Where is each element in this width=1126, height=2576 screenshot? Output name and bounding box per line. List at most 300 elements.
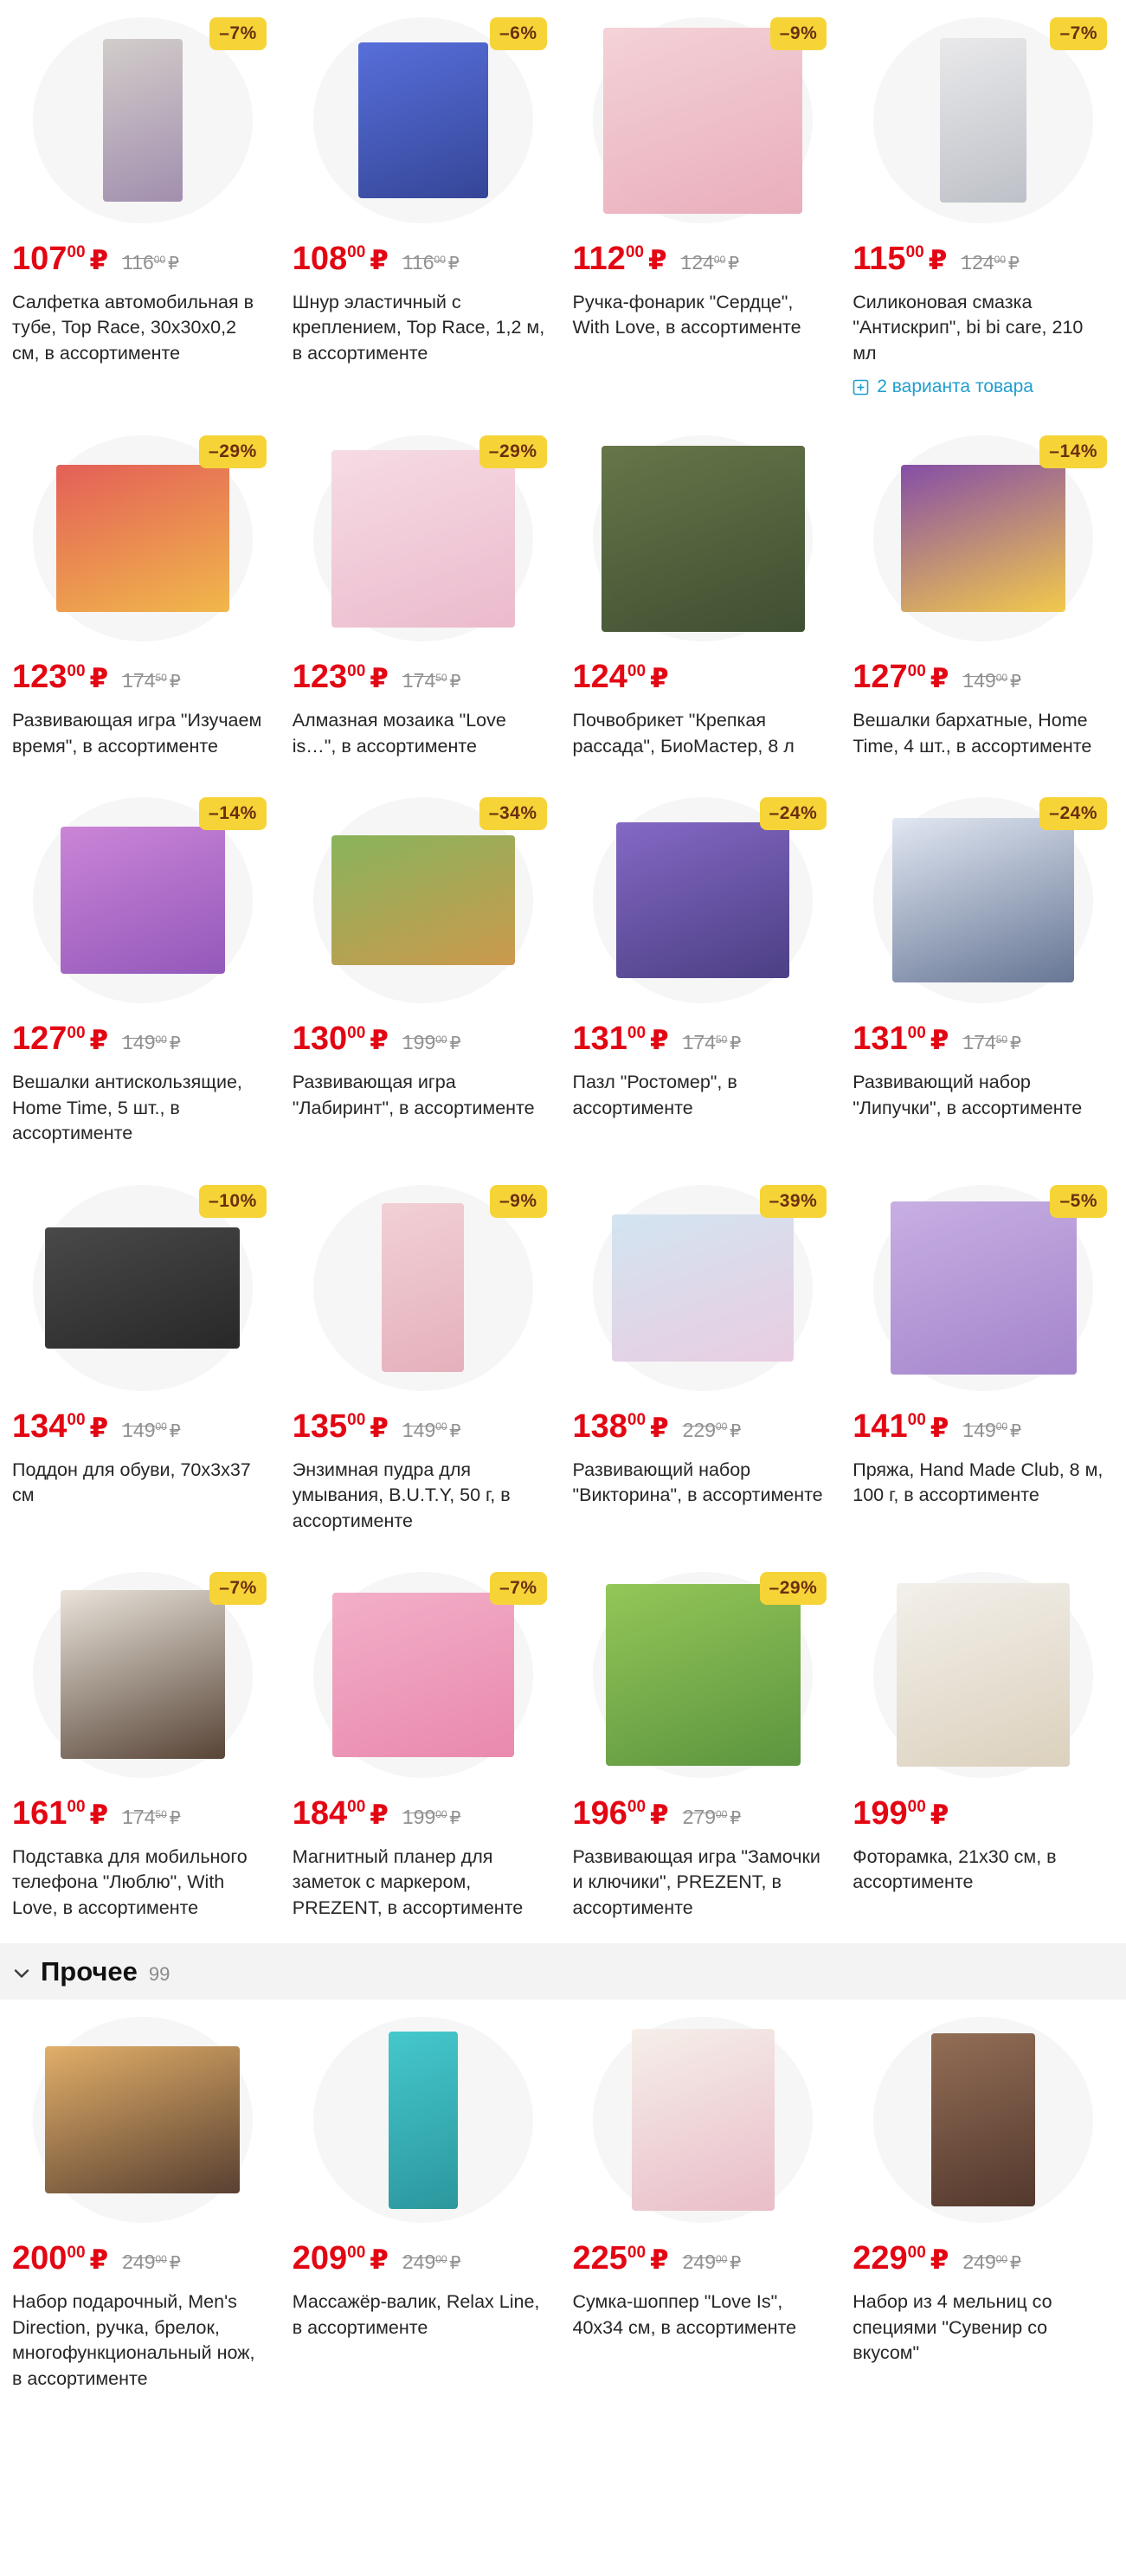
- price-row: [853, 1407, 1114, 1445]
- old-ruble-sign: ₽: [728, 254, 739, 274]
- current-price: [853, 1407, 949, 1445]
- price-row: [853, 2242, 1114, 2276]
- product-card[interactable]: [293, 2015, 554, 2392]
- price-kopecks: 00: [347, 661, 366, 680]
- product-card[interactable]: [293, 795, 554, 1146]
- ruble-sign: ₽: [370, 2244, 389, 2276]
- ruble-sign: ₽: [650, 1025, 669, 1056]
- current-price: [292, 1407, 389, 1445]
- price-integer: 196: [572, 1794, 627, 1832]
- product-image[interactable]: [293, 2015, 554, 2225]
- product-title[interactable]: Набор из 4 мельниц со специями "Сувенир со вкусом": [853, 2291, 1052, 2364]
- price-row: [572, 1407, 834, 1445]
- price-kopecks: 00: [905, 243, 924, 262]
- ruble-sign: ₽: [930, 663, 949, 694]
- old-price-integer: 229: [682, 1418, 716, 1441]
- product-title[interactable]: Пазл "Ростомер", в ассортименте: [572, 1072, 737, 1118]
- product-card[interactable]: [853, 16, 1114, 397]
- current-price: [853, 660, 949, 694]
- product-photo: [891, 1201, 1077, 1375]
- product-image[interactable]: [573, 795, 834, 1005]
- discount-badge: –39%: [760, 1185, 827, 1218]
- price-integer: 124: [572, 659, 627, 696]
- product-title[interactable]: Развивающий набор "Липучки", в ассортименте: [853, 1072, 1083, 1118]
- price-integer: 108: [292, 241, 348, 277]
- price-kopecks: 00: [627, 1023, 647, 1042]
- old-ruble-sign: ₽: [169, 1034, 181, 1054]
- current-price: [853, 1794, 949, 1832]
- price-kopecks: 00: [625, 243, 644, 262]
- current-price: [572, 1794, 669, 1832]
- old-price-integer: 249: [962, 2251, 996, 2274]
- price-kopecks: 00: [907, 2243, 926, 2262]
- price-integer: 107: [12, 241, 68, 277]
- price-row: [853, 1794, 1114, 1832]
- old-price-integer: 149: [962, 1418, 996, 1441]
- discount-badge: –29%: [199, 435, 267, 468]
- product-title[interactable]: Развивающая игра "Лабиринт", в ассортименте: [292, 1072, 535, 1118]
- product-card[interactable]: [12, 2015, 273, 2392]
- old-price: [122, 1419, 180, 1442]
- product-image[interactable]: [12, 795, 273, 1005]
- product-card[interactable]: [293, 1183, 554, 1534]
- discount-badge: –9%: [490, 1185, 547, 1218]
- old-price-kopecks: 50: [716, 1034, 728, 1046]
- ruble-sign: ₽: [647, 245, 667, 275]
- current-price: [573, 2242, 669, 2276]
- old-price-kopecks: 00: [435, 1807, 447, 1820]
- old-price-kopecks: 50: [995, 1034, 1008, 1046]
- product-photo: [612, 1214, 794, 1362]
- old-price: [122, 2251, 180, 2274]
- product-image[interactable]: [12, 434, 273, 643]
- product-photo: [331, 835, 515, 965]
- old-ruble-sign: ₽: [1010, 1421, 1021, 1441]
- old-price-integer: 199: [402, 1805, 436, 1828]
- old-price: [402, 1806, 460, 1829]
- old-price-kopecks: 00: [435, 1034, 447, 1046]
- old-price-integer: 174: [962, 1031, 996, 1054]
- product-image-backdrop: [873, 2017, 1093, 2223]
- old-price-integer: 199: [402, 1031, 436, 1054]
- current-price: [572, 1407, 669, 1445]
- product-image[interactable]: [853, 795, 1114, 1005]
- old-ruble-sign: ₽: [169, 1808, 181, 1828]
- product-image[interactable]: [12, 1183, 273, 1393]
- price-row: [293, 2242, 554, 2276]
- old-ruble-sign: ₽: [169, 1421, 181, 1441]
- product-image[interactable]: [12, 1570, 273, 1780]
- price-kopecks: 00: [627, 2243, 647, 2262]
- current-price: [12, 1794, 109, 1832]
- ruble-sign: ₽: [370, 1799, 389, 1830]
- product-card[interactable]: [293, 434, 554, 759]
- ruble-sign: ₽: [370, 1025, 389, 1056]
- price-row: [572, 1794, 834, 1832]
- current-price: [853, 2242, 949, 2276]
- product-photo: [61, 827, 225, 974]
- product-title[interactable]: Подставка для мобильного телефона "Люблю", With Love, в ассортименте: [12, 1845, 248, 1918]
- variants-link-label: 2 варианта товара: [877, 377, 1033, 397]
- ruble-sign: ₽: [930, 1412, 949, 1443]
- product-card[interactable]: [853, 2015, 1114, 2392]
- old-ruble-sign: ₽: [1010, 1034, 1021, 1054]
- section-header-prochee[interactable]: [0, 1943, 1126, 2000]
- price-row: [293, 242, 554, 276]
- old-ruble-sign: ₽: [730, 1808, 742, 1828]
- product-image[interactable]: [573, 1183, 834, 1393]
- price-row: [573, 242, 834, 276]
- old-price: [962, 2251, 1020, 2274]
- current-price: [12, 1022, 108, 1056]
- old-price-kopecks: 50: [155, 672, 167, 685]
- product-photo: [616, 822, 789, 978]
- price-kopecks: 00: [67, 1410, 86, 1429]
- discount-badge: –34%: [479, 797, 547, 830]
- price-kopecks: 00: [67, 1798, 86, 1817]
- old-price-integer: 279: [682, 1805, 716, 1828]
- ruble-sign: ₽: [89, 2244, 109, 2276]
- price-integer: 209: [292, 2240, 348, 2277]
- price-integer: 127: [853, 659, 908, 696]
- price-kopecks: 00: [67, 2243, 86, 2262]
- ruble-sign: ₽: [930, 1799, 949, 1830]
- old-price: [961, 251, 1019, 274]
- old-price-integer: 249: [682, 2251, 716, 2274]
- old-ruble-sign: ₽: [730, 1034, 742, 1054]
- product-photo: [897, 1583, 1070, 1767]
- old-price: [962, 1419, 1020, 1442]
- price-row: [12, 660, 273, 694]
- price-row: [573, 2242, 834, 2276]
- section-count: 99: [148, 1963, 171, 1986]
- product-image[interactable]: [853, 1183, 1114, 1393]
- section-title: Прочее: [41, 1956, 138, 1987]
- old-price-kopecks: 00: [995, 1420, 1008, 1433]
- product-photo: [103, 39, 183, 202]
- chevron-down-icon[interactable]: [14, 1968, 29, 1979]
- current-price: [853, 1022, 949, 1056]
- old-price-kopecks: 00: [994, 253, 1007, 266]
- price-kopecks: 00: [347, 1798, 366, 1817]
- old-price-kopecks: 00: [995, 2253, 1008, 2266]
- product-photo: [632, 2029, 775, 2211]
- price-kopecks: 00: [627, 1798, 647, 1817]
- current-price: [293, 2242, 389, 2276]
- discount-badge: –24%: [760, 797, 827, 830]
- old-price-kopecks: 50: [435, 672, 447, 685]
- old-ruble-sign: ₽: [449, 1808, 461, 1828]
- product-card[interactable]: [573, 16, 834, 397]
- product-card[interactable]: [12, 1183, 273, 1534]
- old-ruble-sign: ₽: [1010, 2254, 1021, 2274]
- product-image[interactable]: [293, 1570, 554, 1780]
- old-price: [122, 1031, 180, 1054]
- old-price: [683, 2251, 741, 2274]
- price-row: [293, 660, 554, 694]
- old-price: [122, 1806, 180, 1829]
- product-card[interactable]: [12, 1570, 273, 1921]
- old-price: [962, 1031, 1020, 1054]
- current-price: [12, 1407, 109, 1445]
- current-price: [573, 660, 669, 694]
- product-image[interactable]: [853, 2015, 1114, 2225]
- old-price-integer: 149: [402, 1418, 436, 1441]
- product-card[interactable]: [12, 434, 273, 759]
- price-kopecks: 00: [347, 2243, 366, 2262]
- old-price-integer: 174: [122, 669, 156, 692]
- product-photo: [901, 465, 1065, 612]
- product-title[interactable]: Алмазная мозаика "Love is…", в ассортименте: [292, 710, 506, 757]
- price-kopecks: 00: [347, 1023, 366, 1042]
- ruble-sign: ₽: [89, 1412, 109, 1443]
- price-integer: 127: [12, 1021, 68, 1058]
- price-integer: 141: [853, 1407, 908, 1445]
- product-image-backdrop: [33, 2017, 253, 2223]
- product-title[interactable]: Почвобрикет "Крепкая рассада", БиоМастер, 8 л: [572, 710, 795, 757]
- old-price: [402, 669, 460, 692]
- old-price-integer: 124: [680, 251, 714, 274]
- product-image-backdrop: [873, 1572, 1093, 1778]
- old-price: [402, 251, 460, 274]
- price-kopecks: 00: [907, 1410, 926, 1429]
- discount-badge: –7%: [209, 1572, 267, 1605]
- price-integer: 130: [292, 1021, 348, 1058]
- price-integer: 225: [572, 2240, 627, 2277]
- product-image[interactable]: [573, 2015, 834, 2225]
- old-price-integer: 174: [682, 1031, 716, 1054]
- product-card[interactable]: [573, 1570, 834, 1921]
- old-ruble-sign: ₽: [168, 254, 179, 274]
- old-price-integer: 149: [122, 1418, 156, 1441]
- price-row: [12, 2242, 273, 2276]
- old-ruble-sign: ₽: [169, 2254, 181, 2274]
- old-price: [402, 1419, 460, 1442]
- price-integer: 200: [12, 2240, 68, 2277]
- current-price: [12, 660, 108, 694]
- product-title[interactable]: Развивающая игра "Замочки и ключики", PREZENT, в ассортименте: [572, 1845, 820, 1918]
- price-kopecks: 00: [347, 243, 366, 262]
- ruble-sign: ₽: [89, 663, 109, 694]
- product-image[interactable]: [573, 16, 834, 225]
- product-image[interactable]: [293, 434, 554, 643]
- price-row: [292, 1794, 554, 1832]
- price-integer: 135: [292, 1407, 348, 1445]
- old-price: [402, 1031, 460, 1054]
- product-card[interactable]: [573, 2015, 834, 2392]
- price-row: [853, 1022, 1114, 1056]
- discount-badge: –5%: [1050, 1185, 1107, 1218]
- old-price: [683, 1806, 741, 1829]
- old-ruble-sign: ₽: [449, 1034, 461, 1054]
- product-section-other: [0, 1943, 1126, 2414]
- old-price-integer: 116: [122, 251, 154, 274]
- current-price: [293, 1022, 389, 1056]
- discount-badge: –6%: [490, 17, 547, 50]
- price-integer: 112: [572, 241, 626, 277]
- discount-badge: –29%: [479, 435, 547, 468]
- price-integer: 138: [572, 1407, 627, 1445]
- ruble-sign: ₽: [89, 1799, 109, 1830]
- old-price-integer: 249: [402, 2251, 436, 2274]
- product-image[interactable]: [573, 434, 834, 643]
- discount-badge: –29%: [760, 1572, 827, 1605]
- product-card[interactable]: [853, 795, 1114, 1146]
- price-kopecks: 00: [347, 1410, 366, 1429]
- discount-badge: –24%: [1039, 797, 1107, 830]
- product-card[interactable]: [853, 1570, 1114, 1921]
- current-price: [293, 242, 389, 276]
- old-ruble-sign: ₽: [449, 673, 461, 692]
- old-price: [122, 251, 179, 274]
- product-card[interactable]: [853, 1183, 1114, 1534]
- product-card[interactable]: [293, 1570, 554, 1921]
- product-card[interactable]: [853, 434, 1114, 759]
- product-title[interactable]: Сумка-шоппер "Love Is", 40x34 см, в ассортименте: [572, 2291, 797, 2338]
- discount-badge: –14%: [199, 797, 267, 830]
- product-photo: [331, 450, 515, 628]
- product-photo: [389, 2032, 458, 2209]
- product-photo: [603, 28, 802, 214]
- price-kopecks: 00: [907, 661, 926, 680]
- discount-badge: –7%: [209, 17, 267, 50]
- product-title[interactable]: Вешалки антискользящие, Home Time, 5 шт., в ассортименте: [12, 1072, 242, 1144]
- product-image[interactable]: [12, 16, 273, 225]
- product-image[interactable]: [853, 434, 1114, 643]
- old-price-kopecks: 00: [153, 253, 166, 266]
- price-kopecks: 00: [907, 1023, 926, 1042]
- product-title[interactable]: Энзимная пудра для умывания, B.U.T.Y, 50 г, в ассортименте: [292, 1459, 511, 1531]
- price-row: [12, 1022, 273, 1056]
- product-card[interactable]: [573, 795, 834, 1146]
- price-kopecks: 00: [67, 661, 86, 680]
- old-price-kopecks: 00: [155, 1034, 167, 1046]
- price-integer: 184: [292, 1794, 348, 1832]
- product-photo: [892, 818, 1074, 982]
- old-price: [683, 1031, 741, 1054]
- price-integer: 123: [292, 659, 348, 696]
- old-ruble-sign: ₽: [730, 1421, 742, 1441]
- price-row: [853, 242, 1114, 276]
- product-card[interactable]: [573, 1183, 834, 1534]
- price-row: [12, 242, 273, 276]
- product-image[interactable]: [12, 2015, 273, 2225]
- product-photo: [931, 2033, 1035, 2206]
- product-title[interactable]: Пряжа, Hand Made Club, 8 м, 100 г, в ассортименте: [853, 1459, 1103, 1506]
- product-photo: [382, 1203, 464, 1372]
- product-card[interactable]: [12, 16, 273, 397]
- old-price-integer: 249: [122, 2251, 156, 2274]
- ruble-sign: ₽: [930, 1025, 949, 1056]
- old-price: [122, 669, 180, 692]
- product-photo: [940, 38, 1026, 203]
- current-price: [12, 2242, 108, 2276]
- ruble-sign: ₽: [370, 1412, 389, 1443]
- price-kopecks: 00: [627, 1410, 647, 1429]
- product-title[interactable]: Набор подарочный, Men's Direction, ручка, брелок, многофункциональный нож, в ассортименте: [12, 2291, 255, 2389]
- price-integer: 115: [853, 241, 906, 277]
- product-photo: [358, 42, 488, 198]
- old-price: [402, 2251, 460, 2274]
- price-row: [573, 1022, 834, 1056]
- old-ruble-sign: ₽: [1010, 673, 1021, 692]
- product-title[interactable]: Массажёр-валик, Relax Line, в ассортименте: [292, 2291, 540, 2338]
- product-image[interactable]: [293, 795, 554, 1005]
- discount-badge: –7%: [1050, 17, 1107, 50]
- old-price-kopecks: 00: [435, 1420, 447, 1433]
- current-price: [12, 242, 108, 276]
- product-image[interactable]: [853, 16, 1114, 225]
- old-ruble-sign: ₽: [447, 254, 460, 274]
- old-price-integer: 124: [961, 251, 994, 274]
- product-title[interactable]: Шнур эластичный с креплением, Top Race, 1,2 м, в ассортименте: [292, 292, 545, 364]
- price-integer: 131: [572, 1021, 627, 1058]
- old-ruble-sign: ₽: [730, 2254, 742, 2274]
- ruble-sign: ₽: [928, 245, 948, 275]
- price-row: [293, 1022, 554, 1056]
- product-photo: [606, 1584, 801, 1766]
- product-title[interactable]: Вешалки бархатные, Home Time, 4 шт., в ассортименте: [853, 710, 1092, 757]
- product-card[interactable]: [12, 795, 273, 1146]
- price-row: [12, 1407, 273, 1445]
- ruble-sign: ₽: [89, 1025, 109, 1056]
- old-price: [683, 1419, 741, 1442]
- ruble-sign: ₽: [650, 1412, 669, 1443]
- old-ruble-sign: ₽: [449, 1421, 461, 1441]
- price-row: [853, 660, 1114, 694]
- product-title[interactable]: Фоторамка, 21x30 см, в ассортименте: [853, 1845, 1057, 1893]
- ruble-sign: ₽: [370, 245, 389, 275]
- current-price: [573, 242, 667, 276]
- old-price-kopecks: 00: [155, 2253, 167, 2266]
- discount-badge: –14%: [1039, 435, 1107, 468]
- ruble-sign: ₽: [650, 2244, 669, 2276]
- product-image[interactable]: [853, 1570, 1114, 1780]
- product-title[interactable]: Поддон для обуви, 70x3x37 см: [12, 1459, 251, 1506]
- product-card[interactable]: [293, 16, 554, 397]
- product-title[interactable]: Силиконовая смазка "Антискрип", bi bi care, 210 мл: [853, 292, 1084, 364]
- price-integer: 131: [853, 1021, 908, 1058]
- product-title[interactable]: Ручка-фонарик "Сердце", With Love, в ассортименте: [572, 292, 801, 338]
- price-row: [573, 660, 834, 694]
- old-price-integer: 149: [122, 1031, 156, 1054]
- product-image-backdrop: [313, 2017, 533, 2223]
- product-image[interactable]: [293, 1183, 554, 1393]
- old-price-kopecks: 00: [435, 2253, 447, 2266]
- ruble-sign: ₽: [650, 663, 669, 694]
- current-price: [292, 1794, 389, 1832]
- current-price: [573, 1022, 669, 1056]
- old-price-integer: 149: [962, 669, 996, 692]
- current-price: [293, 660, 389, 694]
- old-price: [681, 251, 739, 274]
- product-photo: [61, 1590, 225, 1759]
- price-integer: 161: [12, 1794, 68, 1832]
- product-title[interactable]: Магнитный планер для заметок с маркером, PREZENT, в ассортименте: [292, 1845, 524, 1918]
- price-kopecks: 00: [67, 243, 86, 262]
- product-card[interactable]: [573, 434, 834, 759]
- product-title[interactable]: Салфетка автомобильная в тубе, Top Race, 30x30x0,2 см, в ассортименте: [12, 292, 254, 364]
- product-title[interactable]: Развивающий набор "Викторина", в ассортименте: [572, 1459, 823, 1506]
- current-price: [853, 242, 947, 276]
- product-image[interactable]: [573, 1570, 834, 1780]
- old-ruble-sign: ₽: [449, 2254, 461, 2274]
- old-price: [962, 669, 1020, 692]
- variants-link[interactable]: [853, 377, 1114, 397]
- ruble-sign: ₽: [930, 2244, 949, 2276]
- product-title[interactable]: Развивающая игра "Изучаем время", в ассортименте: [12, 710, 262, 757]
- product-image[interactable]: [293, 16, 554, 225]
